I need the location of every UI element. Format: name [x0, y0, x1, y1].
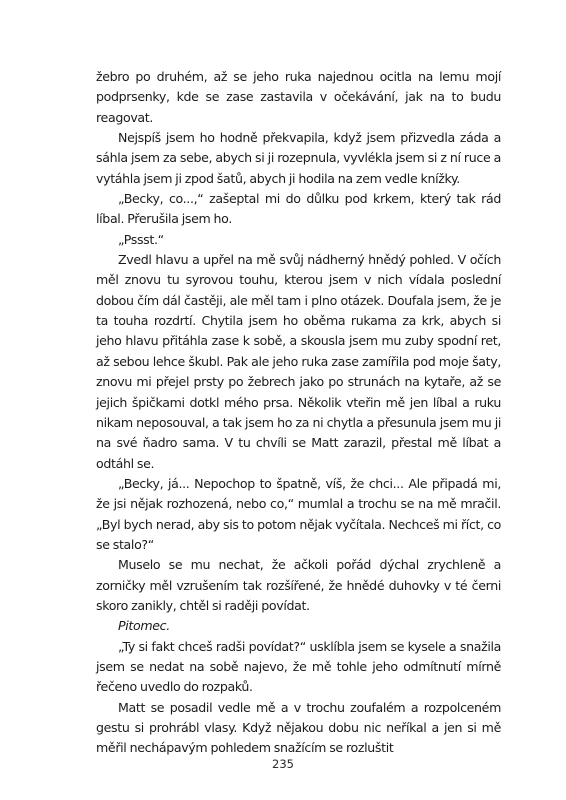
body-text	[96, 67, 501, 759]
paragraph: Pitomec.	[118, 618, 170, 634]
paragraph: „Becky, co...,“ zašeptal mi do důlku pod krkem, který tak rád líbal. Přerušila jsem ho.	[96, 191, 501, 227]
paragraph: Nejspíš jsem ho hodně překvapila, když jsem přizvedla záda a sáhla jsem za sebe, abych si ji rozepnula, vyvlékla jsem si z ní ruce a vytáhla jsem ji zpod šatů, abych ji hodila na zem vedle knížky.	[96, 130, 501, 186]
page-number: 235	[272, 757, 294, 771]
paragraph: „Ty si fakt chceš radši povídat?“ usklíbla jsem se kysele a snažila jsem se nedat na sobě najevo, že mě tohle jeho odmítnutí mírně řečeno uvedlo do rozpaků.	[96, 638, 501, 695]
paragraph: „Pssst.“	[118, 231, 164, 247]
paragraph: „Becky, já... Nepochop to špatně, víš, že chci... Ale připadá mi, že jsi nějak rozhozená, nebo co,“ mumlal a trochu se na mě mračil. „Byl bych nerad, aby sis to potom nějak vyčítala. Nechceš mi říct, co se stalo?“	[96, 475, 501, 552]
paragraph: žebro po druhém, až se jeho ruka najednou ocitla na lemu mojí podprsenky, kde se zase zastavila v očekávání, jak na to budu reagovat.	[96, 69, 501, 125]
paragraph: Muselo se mu nechat, že ačkoli pořád dýchal zrychleně a zorničky měl vzrušením tak rozšířené, že hnědé duhovky v té černi skoro zanikly, chtěl si raději povídat.	[96, 557, 501, 613]
paragraph: Matt se posadil vedle mě a v trochu zoufalém a rozpolceném gestu si prohrábl vlasy. Když nějakou dobu nic neříkal a jen si mě měřil nechápavým pohledem snažícím se rozluštit	[96, 699, 501, 756]
paragraph: Zvedl hlavu a upřel na mě svůj nádherný hnědý pohled. V očích měl znovu tu syrovou touhu, kterou jsem v nich vídala poslední dobou čím dál častěji, ale měl tam i plno otázek. Doufala jsem, že je ta touha rozdrtí. Chytila jsem ho oběma rukama za krk, abych si jeho hlavu přitáhla zase k sobě, a skousla jsem mu zuby spodní ret, až sebou lehce škubl. Pak ale jeho ruka zase zamířila pod moje šaty, znovu mi přejel prsty po žebrech jako po strunách na kytaře, až se jejich špičkami dotkl mého prsa. Několik vteřin mě jen líbal a ruku nikam neposouval, a tak jsem ho za ni chytla a přesunula jsem mu ji na své ňadro sama. V tu chvíli se Matt zarazil, přestal mě líbat a odtáhl se.	[96, 252, 501, 471]
